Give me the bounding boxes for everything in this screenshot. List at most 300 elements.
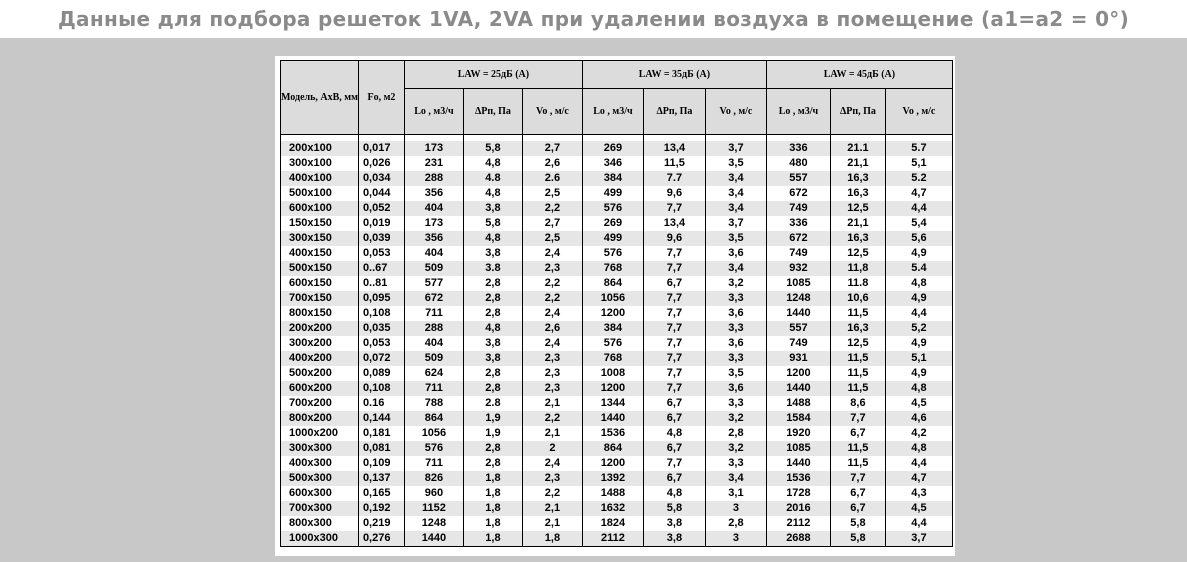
cell-vo-45: 5.7 <box>885 141 952 156</box>
cell-lo-45: 749 <box>766 336 830 351</box>
cell-lo-35: 1536 <box>582 426 643 441</box>
cell-lo-25: 577 <box>404 276 463 291</box>
cell-lo-45: 1440 <box>766 306 830 321</box>
cell-dp-45: 12,5 <box>830 246 885 261</box>
cell-lo-35: 768 <box>582 351 643 366</box>
cell-vo-35: 3,2 <box>705 441 766 456</box>
cell-dp-45: 5,8 <box>830 531 885 547</box>
table-row <box>281 291 953 306</box>
cell-dp-45: 16,3 <box>830 171 885 186</box>
cell-dp-45: 6,7 <box>830 486 885 501</box>
cell-vo-45: 4,3 <box>885 486 952 501</box>
cell-lo-45: 1584 <box>766 411 830 426</box>
cell-dp-35: 6,7 <box>643 396 705 411</box>
cell-dp-35: 7,7 <box>643 201 705 216</box>
cell-vo-25: 2,1 <box>522 501 582 516</box>
cell-dp-35: 7,7 <box>643 381 705 396</box>
header-dp: ΔPп, Па <box>643 89 705 135</box>
table-row <box>281 186 953 201</box>
header-group-35db: LAW = 35дБ (А) <box>582 61 766 89</box>
cell-fo: 0,044 <box>358 186 404 201</box>
cell-fo: 0,019 <box>358 216 404 231</box>
cell-lo-25: 404 <box>404 246 463 261</box>
cell-model: 400х150 <box>281 246 359 261</box>
cell-lo-45: 672 <box>766 231 830 246</box>
cell-lo-25: 1056 <box>404 426 463 441</box>
cell-dp-45: 12,5 <box>830 201 885 216</box>
cell-vo-35: 3,6 <box>705 306 766 321</box>
cell-fo: 0,089 <box>358 366 404 381</box>
cell-lo-35: 1008 <box>582 366 643 381</box>
cell-model: 700х200 <box>281 396 359 411</box>
header-vo: Vo , м/с <box>705 89 766 135</box>
cell-vo-35: 3,6 <box>705 336 766 351</box>
cell-vo-25: 2,2 <box>522 486 582 501</box>
cell-lo-35: 576 <box>582 336 643 351</box>
cell-lo-45: 931 <box>766 351 830 366</box>
cell-lo-35: 1440 <box>582 411 643 426</box>
grille-selection-table <box>280 60 953 547</box>
cell-vo-45: 4,7 <box>885 471 952 486</box>
cell-vo-25: 2,2 <box>522 276 582 291</box>
cell-dp-35: 13,4 <box>643 216 705 231</box>
cell-lo-25: 231 <box>404 156 463 171</box>
cell-model: 400х300 <box>281 456 359 471</box>
header-dp: ΔPп, Па <box>463 89 522 135</box>
cell-model: 400х200 <box>281 351 359 366</box>
cell-fo: 0,137 <box>358 471 404 486</box>
cell-dp-35: 3,8 <box>643 531 705 547</box>
cell-dp-25: 1,9 <box>463 411 522 426</box>
cell-lo-35: 576 <box>582 246 643 261</box>
cell-lo-35: 1824 <box>582 516 643 531</box>
cell-lo-45: 1440 <box>766 381 830 396</box>
cell-dp-25: 3.8 <box>463 261 522 276</box>
cell-lo-35: 864 <box>582 441 643 456</box>
cell-fo: 0,017 <box>358 141 404 156</box>
cell-dp-45: 11,5 <box>830 351 885 366</box>
cell-lo-35: 2112 <box>582 531 643 547</box>
cell-vo-35: 3,7 <box>705 141 766 156</box>
cell-dp-35: 7,7 <box>643 456 705 471</box>
cell-vo-45: 4,8 <box>885 381 952 396</box>
cell-lo-25: 624 <box>404 366 463 381</box>
cell-lo-25: 404 <box>404 336 463 351</box>
cell-dp-35: 4,8 <box>643 486 705 501</box>
cell-vo-25: 2,5 <box>522 231 582 246</box>
cell-dp-45: 12,5 <box>830 336 885 351</box>
cell-model: 200х200 <box>281 321 359 336</box>
page-title: Данные для подбора решеток 1VA, 2VA при удалении воздуха в помещение (a1=a2 = 0°) <box>57 7 1130 31</box>
content-area <box>0 38 1187 562</box>
cell-dp-35: 6,7 <box>643 411 705 426</box>
cell-dp-25: 2,8 <box>463 291 522 306</box>
cell-vo-35: 3,4 <box>705 171 766 186</box>
cell-vo-45: 4,4 <box>885 516 952 531</box>
cell-fo: 0,276 <box>358 531 404 547</box>
cell-lo-35: 499 <box>582 231 643 246</box>
cell-lo-45: 2016 <box>766 501 830 516</box>
cell-vo-35: 3,5 <box>705 366 766 381</box>
cell-dp-25: 1,8 <box>463 531 522 547</box>
cell-fo: 0.16 <box>358 396 404 411</box>
cell-lo-35: 384 <box>582 321 643 336</box>
cell-dp-45: 11,5 <box>830 366 885 381</box>
table-row <box>281 246 953 261</box>
cell-vo-25: 2,4 <box>522 306 582 321</box>
cell-vo-25: 2 <box>522 441 582 456</box>
cell-dp-45: 5,8 <box>830 516 885 531</box>
cell-vo-25: 2,4 <box>522 336 582 351</box>
cell-vo-25: 2,3 <box>522 366 582 381</box>
cell-lo-25: 711 <box>404 381 463 396</box>
table-row <box>281 531 953 547</box>
cell-dp-35: 4,8 <box>643 426 705 441</box>
cell-dp-45: 21.1 <box>830 141 885 156</box>
cell-lo-35: 576 <box>582 201 643 216</box>
cell-model: 700х300 <box>281 501 359 516</box>
cell-vo-35: 2,8 <box>705 516 766 531</box>
cell-vo-45: 4,2 <box>885 426 952 441</box>
cell-model: 500х300 <box>281 471 359 486</box>
cell-dp-45: 7,7 <box>830 411 885 426</box>
cell-vo-25: 2,5 <box>522 186 582 201</box>
cell-fo: 0,219 <box>358 516 404 531</box>
cell-dp-45: 11,5 <box>830 456 885 471</box>
cell-dp-35: 7,7 <box>643 336 705 351</box>
cell-dp-25: 2,8 <box>463 306 522 321</box>
table-row <box>281 426 953 441</box>
cell-lo-35: 269 <box>582 216 643 231</box>
cell-vo-25: 1,8 <box>522 531 582 547</box>
cell-fo: 0..81 <box>358 276 404 291</box>
cell-model: 1000х200 <box>281 426 359 441</box>
cell-lo-35: 768 <box>582 261 643 276</box>
cell-lo-25: 509 <box>404 261 463 276</box>
cell-dp-25: 5,8 <box>463 216 522 231</box>
cell-dp-35: 7,7 <box>643 351 705 366</box>
cell-lo-45: 1440 <box>766 456 830 471</box>
cell-dp-35: 9,6 <box>643 186 705 201</box>
cell-lo-25: 1440 <box>404 531 463 547</box>
table-row <box>281 201 953 216</box>
table-row <box>281 501 953 516</box>
header-group-45db: LAW = 45дБ (А) <box>766 61 952 89</box>
cell-vo-35: 3,4 <box>705 186 766 201</box>
cell-vo-25: 2,6 <box>522 156 582 171</box>
cell-model: 500х200 <box>281 366 359 381</box>
cell-dp-45: 6,7 <box>830 426 885 441</box>
cell-dp-35: 11,5 <box>643 156 705 171</box>
cell-fo: 0,108 <box>358 381 404 396</box>
cell-lo-35: 269 <box>582 141 643 156</box>
cell-lo-25: 509 <box>404 351 463 366</box>
cell-dp-45: 11,5 <box>830 306 885 321</box>
cell-vo-45: 5,4 <box>885 216 952 231</box>
cell-lo-25: 711 <box>404 456 463 471</box>
cell-dp-25: 2,8 <box>463 441 522 456</box>
cell-lo-35: 1200 <box>582 456 643 471</box>
table-body <box>281 135 953 547</box>
table-row <box>281 231 953 246</box>
cell-vo-45: 5.2 <box>885 171 952 186</box>
cell-dp-35: 7,7 <box>643 366 705 381</box>
table-row <box>281 306 953 321</box>
cell-lo-45: 932 <box>766 261 830 276</box>
cell-fo: 0,053 <box>358 336 404 351</box>
cell-dp-35: 7,7 <box>643 261 705 276</box>
cell-dp-25: 4,8 <box>463 156 522 171</box>
cell-vo-25: 2,4 <box>522 246 582 261</box>
cell-fo: 0,095 <box>358 291 404 306</box>
cell-vo-35: 2,8 <box>705 426 766 441</box>
table-row <box>281 516 953 531</box>
cell-vo-25: 2,6 <box>522 321 582 336</box>
cell-fo: 0,181 <box>358 426 404 441</box>
cell-dp-25: 1,9 <box>463 426 522 441</box>
cell-dp-25: 1,8 <box>463 501 522 516</box>
cell-fo: 0,035 <box>358 321 404 336</box>
table-row <box>281 321 953 336</box>
cell-model: 800х300 <box>281 516 359 531</box>
cell-vo-25: 2,7 <box>522 141 582 156</box>
cell-dp-45: 21,1 <box>830 216 885 231</box>
cell-dp-35: 6,7 <box>643 441 705 456</box>
cell-dp-45: 16,3 <box>830 321 885 336</box>
cell-fo: 0,034 <box>358 171 404 186</box>
cell-vo-45: 5,1 <box>885 351 952 366</box>
cell-vo-45: 4,4 <box>885 306 952 321</box>
cell-vo-25: 2,1 <box>522 516 582 531</box>
cell-lo-25: 576 <box>404 441 463 456</box>
cell-lo-45: 2112 <box>766 516 830 531</box>
cell-lo-35: 1488 <box>582 486 643 501</box>
table-row <box>281 381 953 396</box>
cell-dp-35: 7.7 <box>643 171 705 186</box>
cell-lo-35: 499 <box>582 186 643 201</box>
cell-lo-45: 2688 <box>766 531 830 547</box>
header-group-25db: LAW = 25дБ (А) <box>404 61 582 89</box>
cell-vo-35: 3,5 <box>705 156 766 171</box>
cell-model: 500х100 <box>281 186 359 201</box>
table-row <box>281 261 953 276</box>
cell-fo: 0,165 <box>358 486 404 501</box>
cell-dp-25: 4,8 <box>463 321 522 336</box>
cell-model: 600х300 <box>281 486 359 501</box>
cell-vo-45: 5,2 <box>885 321 952 336</box>
cell-model: 400х100 <box>281 171 359 186</box>
cell-vo-45: 4,5 <box>885 501 952 516</box>
cell-vo-25: 2,3 <box>522 471 582 486</box>
cell-model: 600х100 <box>281 201 359 216</box>
cell-lo-45: 1248 <box>766 291 830 306</box>
cell-dp-25: 2,8 <box>463 366 522 381</box>
cell-lo-25: 1152 <box>404 501 463 516</box>
cell-vo-45: 4,8 <box>885 276 952 291</box>
cell-lo-25: 788 <box>404 396 463 411</box>
cell-lo-35: 1200 <box>582 381 643 396</box>
cell-vo-45: 4,9 <box>885 246 952 261</box>
cell-dp-25: 2,8 <box>463 276 522 291</box>
cell-lo-25: 356 <box>404 186 463 201</box>
cell-dp-45: 8,6 <box>830 396 885 411</box>
cell-lo-35: 1200 <box>582 306 643 321</box>
cell-lo-25: 404 <box>404 201 463 216</box>
cell-dp-25: 2,8 <box>463 381 522 396</box>
cell-lo-45: 336 <box>766 141 830 156</box>
cell-lo-45: 557 <box>766 321 830 336</box>
cell-vo-35: 3,7 <box>705 216 766 231</box>
cell-fo: 0,039 <box>358 231 404 246</box>
cell-lo-35: 1392 <box>582 471 643 486</box>
cell-lo-45: 672 <box>766 186 830 201</box>
header-fo: Fo, м2 <box>358 61 404 135</box>
cell-dp-25: 2,8 <box>463 456 522 471</box>
cell-vo-45: 4,4 <box>885 456 952 471</box>
header-vo: Vo , м/с <box>522 89 582 135</box>
table-panel <box>275 56 955 556</box>
table-row <box>281 396 953 411</box>
cell-fo: 0,052 <box>358 201 404 216</box>
cell-vo-25: 2,3 <box>522 381 582 396</box>
cell-dp-45: 11.8 <box>830 276 885 291</box>
cell-model: 800х200 <box>281 411 359 426</box>
cell-model: 300х300 <box>281 441 359 456</box>
cell-vo-45: 4,9 <box>885 336 952 351</box>
cell-lo-35: 864 <box>582 276 643 291</box>
cell-dp-25: 3,8 <box>463 336 522 351</box>
cell-lo-25: 173 <box>404 141 463 156</box>
cell-vo-45: 4,5 <box>885 396 952 411</box>
cell-model: 300х100 <box>281 156 359 171</box>
cell-dp-45: 16,3 <box>830 231 885 246</box>
cell-fo: 0,108 <box>358 306 404 321</box>
cell-fo: 0,109 <box>358 456 404 471</box>
cell-model: 1000х300 <box>281 531 359 547</box>
cell-vo-35: 3,5 <box>705 231 766 246</box>
cell-vo-35: 3,6 <box>705 381 766 396</box>
cell-vo-35: 3,3 <box>705 456 766 471</box>
cell-vo-45: 4,4 <box>885 201 952 216</box>
cell-lo-45: 1085 <box>766 441 830 456</box>
cell-dp-45: 11,5 <box>830 381 885 396</box>
cell-vo-25: 2,1 <box>522 396 582 411</box>
cell-vo-25: 2,7 <box>522 216 582 231</box>
cell-model: 800х150 <box>281 306 359 321</box>
cell-vo-35: 3,3 <box>705 396 766 411</box>
cell-dp-35: 5,8 <box>643 501 705 516</box>
cell-vo-45: 3,7 <box>885 531 952 547</box>
header-lo: Lo , м3/ч <box>766 89 830 135</box>
cell-vo-35: 3 <box>705 531 766 547</box>
cell-dp-45: 21,1 <box>830 156 885 171</box>
table-row <box>281 441 953 456</box>
cell-dp-25: 1,8 <box>463 471 522 486</box>
cell-dp-35: 7,7 <box>643 246 705 261</box>
cell-vo-25: 2,4 <box>522 456 582 471</box>
cell-dp-45: 16,3 <box>830 186 885 201</box>
cell-dp-35: 3,8 <box>643 516 705 531</box>
cell-fo: 0,192 <box>358 501 404 516</box>
cell-lo-35: 1632 <box>582 501 643 516</box>
cell-vo-25: 2,3 <box>522 351 582 366</box>
cell-lo-25: 960 <box>404 486 463 501</box>
cell-lo-25: 711 <box>404 306 463 321</box>
cell-model: 500х150 <box>281 261 359 276</box>
cell-lo-35: 346 <box>582 156 643 171</box>
cell-dp-25: 4,8 <box>463 186 522 201</box>
header-model: Модель, АхВ, мм <box>281 61 359 135</box>
cell-lo-45: 480 <box>766 156 830 171</box>
table-row <box>281 216 953 231</box>
table-row <box>281 336 953 351</box>
cell-vo-35: 3,4 <box>705 201 766 216</box>
cell-lo-25: 864 <box>404 411 463 426</box>
cell-vo-35: 3,6 <box>705 246 766 261</box>
cell-vo-35: 3,4 <box>705 261 766 276</box>
cell-vo-35: 3,3 <box>705 321 766 336</box>
cell-lo-25: 826 <box>404 471 463 486</box>
cell-dp-35: 6,7 <box>643 471 705 486</box>
cell-dp-35: 13,4 <box>643 141 705 156</box>
table-row <box>281 471 953 486</box>
cell-lo-45: 1728 <box>766 486 830 501</box>
cell-dp-25: 1,8 <box>463 516 522 531</box>
cell-model: 300х150 <box>281 231 359 246</box>
header-lo: Lo , м3/ч <box>404 89 463 135</box>
cell-lo-45: 336 <box>766 216 830 231</box>
cell-fo: 0,081 <box>358 441 404 456</box>
cell-lo-25: 356 <box>404 231 463 246</box>
cell-model: 600х150 <box>281 276 359 291</box>
header-vo: Vo , м/с <box>885 89 952 135</box>
cell-vo-45: 4,6 <box>885 411 952 426</box>
cell-vo-35: 3,3 <box>705 291 766 306</box>
cell-vo-35: 3,3 <box>705 351 766 366</box>
cell-lo-35: 384 <box>582 171 643 186</box>
cell-vo-45: 4,8 <box>885 441 952 456</box>
cell-vo-35: 3 <box>705 501 766 516</box>
cell-dp-25: 5,8 <box>463 141 522 156</box>
cell-dp-45: 11,5 <box>830 441 885 456</box>
cell-dp-45: 10,6 <box>830 291 885 306</box>
cell-vo-25: 2,2 <box>522 201 582 216</box>
cell-vo-25: 2,2 <box>522 411 582 426</box>
cell-dp-25: 1,8 <box>463 486 522 501</box>
cell-dp-45: 7,7 <box>830 471 885 486</box>
header-lo: Lo , м3/ч <box>582 89 643 135</box>
cell-vo-25: 2,3 <box>522 261 582 276</box>
cell-fo: 0,053 <box>358 246 404 261</box>
cell-lo-45: 1085 <box>766 276 830 291</box>
cell-vo-35: 3,2 <box>705 276 766 291</box>
cell-fo: 0..67 <box>358 261 404 276</box>
table-row <box>281 486 953 501</box>
cell-dp-45: 6,7 <box>830 501 885 516</box>
cell-lo-45: 1200 <box>766 366 830 381</box>
cell-lo-45: 1536 <box>766 471 830 486</box>
cell-vo-45: 4,9 <box>885 366 952 381</box>
cell-vo-35: 3,1 <box>705 486 766 501</box>
cell-vo-35: 3,4 <box>705 471 766 486</box>
table-row <box>281 411 953 426</box>
cell-fo: 0,144 <box>358 411 404 426</box>
table-row <box>281 171 953 186</box>
cell-dp-35: 9,6 <box>643 231 705 246</box>
header-dp: ΔPп, Па <box>830 89 885 135</box>
cell-vo-45: 4,9 <box>885 291 952 306</box>
cell-lo-35: 1344 <box>582 396 643 411</box>
